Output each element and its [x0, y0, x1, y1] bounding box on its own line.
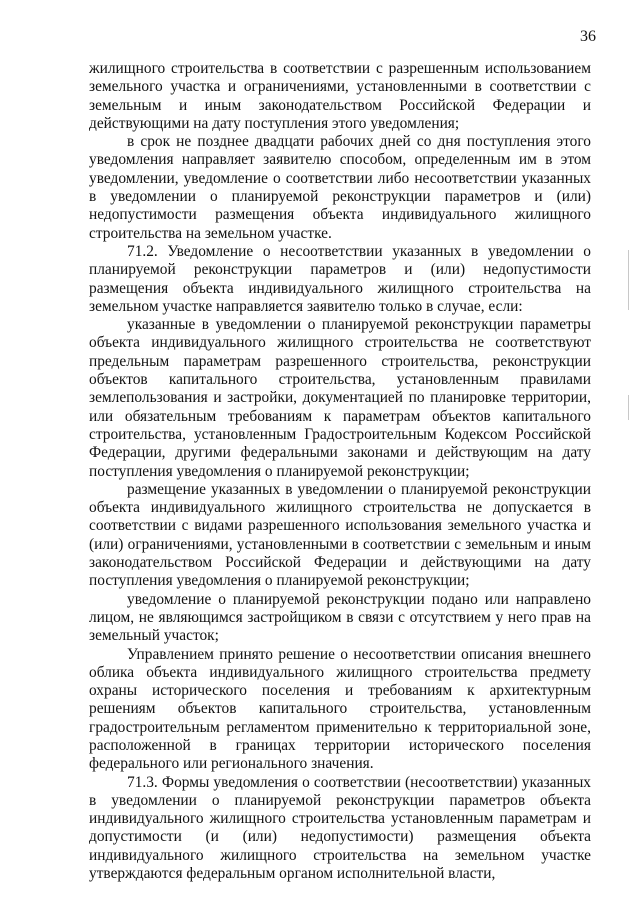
paragraph-71-2: 71.2. Уведомление о несоответствии указанных в уведомлении о планируемой реконструкции параметров и (или) недопустимости размещения объекта индивидуального жилищного строительства на земельном участке направляется заявителю только в случае, если:	[89, 242, 591, 315]
paragraph-71-3: 71.3. Формы уведомления о соответствии (несоответствии) указанных в уведомлении о планируемой реконструкции параметров объекта индивидуального жилищного строительства установленным параметрам и допустимости (и (или) недопустимости) размещения объекта индивидуального жилищного строительства на земельном участке утверждаются федеральным органом исполнительной власти,	[89, 773, 591, 883]
paragraph-placement-not-allowed: размещение указанных в уведомлении о планируемой реконструкции объекта индивидуального жилищного строительства не допускается в соответствии с видами разрешенного использования земельного участка и (или) ограничениями, установленными в соответствии с земельным и иным законодательством Российской Федерации и действующими на дату поступления уведомления о планируемой реконструкции;	[89, 480, 591, 590]
scan-edge-mark	[628, 395, 629, 420]
paragraph-parameters-mismatch: указанные в уведомлении о планируемой реконструкции параметры объекта индивидуального жилищного строительства не соответствуют предельным параметрам разрешенного строительства, реконструкции объектов капитального строительства, установленным правилами землепользования и застройки, документацией по планировке территории, или обязательным требованиям к параметрам объектов капитального строительства, установленным Градостроительным Кодексом Российской Федерации, другими федеральными законами и действующим на дату поступления уведомления о планируемой реконструкции;	[89, 316, 591, 480]
paragraph-historic-settlement: Управлением принято решение о несоответствии описания внешнего облика объекта индивидуального жилищного строительства предмету охраны исторического поселения и требованиям к архитектурным решениям объектов капитального строительства, установленным градостроительным регламентом применительно к территориальной зоне, расположенной в границах территории исторического поселения федерального или регионального значения.	[89, 645, 591, 773]
paragraph-continuation: жилищного строительства в соответствии с разрешенным использованием земельного участка и ограничениями, установленными в соответствии с земельным и иным законодательством Российской Федерации и действующими на дату поступления этого уведомления;	[89, 60, 591, 132]
paragraph-notification-deadline: в срок не позднее двадцати рабочих дней со дня поступления этого уведомления направляет заявителю способом, определенным им в этом уведомлении, уведомление о соответствии либо несоответствии указанных в уведомлении о планируемой реконструкции параметров и (или) недопустимости размещения объекта индивидуального жилищного строительства на земельном участке.	[89, 133, 591, 242]
document-body	[89, 60, 591, 883]
page-number: 36	[580, 28, 596, 45]
paragraph-not-developer: уведомление о планируемой реконструкции подано или направлено лицом, не являющимся застройщиком в связи с отсутствием у него прав на земельный участок;	[89, 590, 591, 645]
scan-edge-mark	[628, 250, 629, 310]
